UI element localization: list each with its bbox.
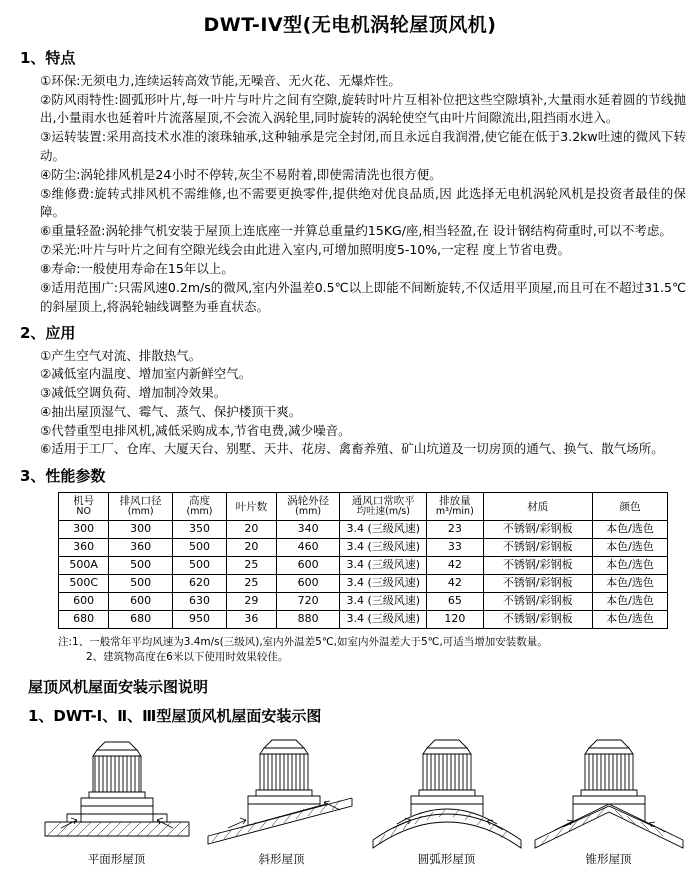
cell-turbine-dia: 460 <box>276 539 340 557</box>
cell-color: 本色/选色 <box>593 575 668 593</box>
cell-color: 本色/选色 <box>593 539 668 557</box>
cell-turbine-dia: 600 <box>276 575 340 593</box>
arched-roof-diagram-icon <box>367 732 527 850</box>
figure-caption: 圆弧形屋顶 <box>417 851 476 866</box>
col-header-material: 材质 <box>483 493 593 521</box>
cell-model: 500A <box>59 557 109 575</box>
application-item: ③减低空调负荷、增加制冷效果。 <box>40 385 227 401</box>
table-row <box>59 521 668 539</box>
cell-blades: 20 <box>227 521 277 539</box>
col-header-airflow: 排放量 m³/min) <box>427 493 483 521</box>
figure-flat-roof <box>34 732 199 867</box>
col-header-color: 颜色 <box>593 493 668 521</box>
cell-wind-speed: 3.4 (三级风速) <box>340 611 427 629</box>
cell-color: 本色/选色 <box>593 593 668 611</box>
cell-color: 本色/选色 <box>593 611 668 629</box>
install-subheading: 1、DWT-Ⅰ、Ⅱ、Ⅲ型屋顶风机屋面安装示图 <box>28 706 322 725</box>
table-row <box>59 539 668 557</box>
cell-outlet: 500 <box>109 557 173 575</box>
cell-material: 不锈钢/彩钢板 <box>483 593 593 611</box>
cell-outlet: 360 <box>109 539 173 557</box>
figure-sloped-roof <box>199 732 364 867</box>
cell-wind-speed: 3.4 (三级风速) <box>340 539 427 557</box>
figure-caption: 平面形屋顶 <box>87 851 146 866</box>
cell-material: 不锈钢/彩钢板 <box>483 539 593 557</box>
cell-height: 500 <box>172 539 226 557</box>
cell-blades: 25 <box>227 557 277 575</box>
cell-airflow: 65 <box>427 593 483 611</box>
cell-airflow: 42 <box>427 575 483 593</box>
col-header-model: 机号 NO <box>59 493 109 521</box>
cell-color: 本色/选色 <box>593 521 668 539</box>
feature-item: ⑨适用范围广:只需风速0.2m/s的微风,室内外温差0.5℃以上即能不间断旋转,不仅适用平顶屋,而且可在不超过31.5℃的斜屋顶上,将涡轮轴线调整为垂直状态。 <box>40 280 686 314</box>
section-heading-specs: 3、性能参数 <box>20 467 106 486</box>
col-header-blades: 叶片数 <box>227 493 277 521</box>
figure-arched-roof <box>364 732 529 867</box>
feature-item: ⑤维修费:旋转式排风机不需维修,也不需要更换零件,提供绝对优良品质,因 此选择无电机涡轮风机是投资者最佳的保障。 <box>40 185 686 219</box>
cell-height: 500 <box>172 557 226 575</box>
feature-item: ③运转装置:采用高技术水准的滚珠轴承,这种轴承是完全封闭,而且永远自我润滑,使它能在低于3.2kw吐速的微风下转动。 <box>40 129 686 163</box>
cell-wind-speed: 3.4 (三级风速) <box>340 593 427 611</box>
table-header-row <box>59 493 668 521</box>
cell-material: 不锈钢/彩钢板 <box>483 575 593 593</box>
section-heading-applications: 2、应用 <box>20 323 76 342</box>
cell-airflow: 33 <box>427 539 483 557</box>
cell-wind-speed: 3.4 (三级风速) <box>340 521 427 539</box>
cone-roof-diagram-icon <box>529 732 689 850</box>
cell-height: 620 <box>172 575 226 593</box>
cell-outlet: 680 <box>109 611 173 629</box>
cell-blades: 36 <box>227 611 277 629</box>
cell-material: 不锈钢/彩钢板 <box>483 557 593 575</box>
cell-height: 950 <box>172 611 226 629</box>
table-row <box>59 611 668 629</box>
feature-item: ①环保:无须电力,连续运转高效节能,无噪音、无火花、无爆炸性。 <box>40 73 401 88</box>
spec-table <box>58 492 668 629</box>
col-header-outlet: 排风口径 (mm) <box>109 493 173 521</box>
flat-roof-diagram-icon <box>37 732 197 850</box>
cell-blades: 29 <box>227 593 277 611</box>
figure-caption: 锥形屋顶 <box>585 851 632 866</box>
cell-model: 600 <box>59 593 109 611</box>
feature-item: ⑧寿命:一般使用寿命在15年以上。 <box>40 261 234 277</box>
cell-model: 500C <box>59 575 109 593</box>
cell-material: 不锈钢/彩钢板 <box>483 521 593 539</box>
installation-figures <box>14 732 686 882</box>
feature-item: ②防风雨特性:圆弧形叶片,每一叶片与叶片之间有空隙,旋转时叶片互相补位把这些空隙填补,大量雨水延着圆的节线抛出,小量雨水也延着叶片流落屋顶,不会流入涡轮里,同时旋转的涡轮使空气由叶片间隙流出,阻挡雨水进入。 <box>40 92 686 126</box>
cell-airflow: 42 <box>427 557 483 575</box>
cell-model: 300 <box>59 521 109 539</box>
cell-outlet: 500 <box>109 575 173 593</box>
cell-airflow: 120 <box>427 611 483 629</box>
cell-blades: 25 <box>227 575 277 593</box>
cell-turbine-dia: 600 <box>276 557 340 575</box>
feature-item: ⑦采光:叶片与叶片之间有空隙光线会由此进入室内,可增加照明度5-10%,一定程 度上节省电费。 <box>40 242 571 258</box>
table-notes <box>58 635 686 665</box>
cell-model: 680 <box>59 611 109 629</box>
cell-material: 不锈钢/彩钢板 <box>483 611 593 629</box>
application-item: ①产生空气对流、排散热气。 <box>40 347 202 363</box>
spec-table-wrapper <box>58 492 686 629</box>
cell-turbine-dia: 880 <box>276 611 340 629</box>
col-header-wind-speed: 通风口常吹平 均吐速(m/s) <box>340 493 427 521</box>
figure-cone-roof <box>526 732 691 867</box>
page-title: DWT-IV型(无电机涡轮屋顶风机) <box>203 14 497 36</box>
application-item: ⑤代替重型电排风机,减低采购成本,节省电费,减少噪音。 <box>40 422 351 438</box>
table-row <box>59 575 668 593</box>
feature-item: ④防尘:涡轮排风机是24小时不停转,灰尘不易附着,即使需清洗也很方便。 <box>40 166 442 182</box>
install-heading: 屋顶风机屋面安装示图说明 <box>28 677 209 696</box>
cell-outlet: 600 <box>109 593 173 611</box>
cell-airflow: 23 <box>427 521 483 539</box>
col-header-turbine-dia: 涡轮外径 (mm) <box>276 493 340 521</box>
cell-turbine-dia: 340 <box>276 521 340 539</box>
cell-blades: 20 <box>227 539 277 557</box>
table-row <box>59 557 668 575</box>
cell-color: 本色/选色 <box>593 557 668 575</box>
note-line: 注:1、一般常年平均风速为3.4m/s(三级风),室内外温差5℃,如室内外温差大于5℃,可适当增加安装数量。 <box>58 636 548 649</box>
cell-outlet: 300 <box>109 521 173 539</box>
figure-caption: 斜形屋顶 <box>258 851 305 866</box>
application-item: ②减低室内温度、增加室内新鲜空气。 <box>40 366 252 382</box>
cell-wind-speed: 3.4 (三级风速) <box>340 575 427 593</box>
table-row <box>59 593 668 611</box>
feature-item: ⑥重量轻盈:涡轮排气机安装于屋顶上连底座一并算总重量约15KG/座,相当轻盈,在 设计钢结构荷重时,可以不考虑。 <box>40 223 672 238</box>
col-header-height: 高度 (mm) <box>172 493 226 521</box>
cell-model: 360 <box>59 539 109 557</box>
cell-turbine-dia: 720 <box>276 593 340 611</box>
cell-height: 630 <box>172 593 226 611</box>
application-item: ④抽出屋顶湿气、霉气、蒸气、保护楼顶干爽。 <box>40 403 302 419</box>
cell-wind-speed: 3.4 (三级风速) <box>340 557 427 575</box>
section-heading-features: 1、特点 <box>20 49 76 67</box>
application-item: ⑥适用于工厂、仓库、大厦天台、别墅、天井、花房、禽畜养殖、矿山坑道及一切房顶的通气、换气、散气场所。 <box>40 441 664 457</box>
sloped-roof-diagram-icon <box>202 732 362 850</box>
cell-height: 350 <box>172 521 226 539</box>
note-line: 2、建筑物高度在6米以下使用时效果较佳。 <box>86 651 289 664</box>
